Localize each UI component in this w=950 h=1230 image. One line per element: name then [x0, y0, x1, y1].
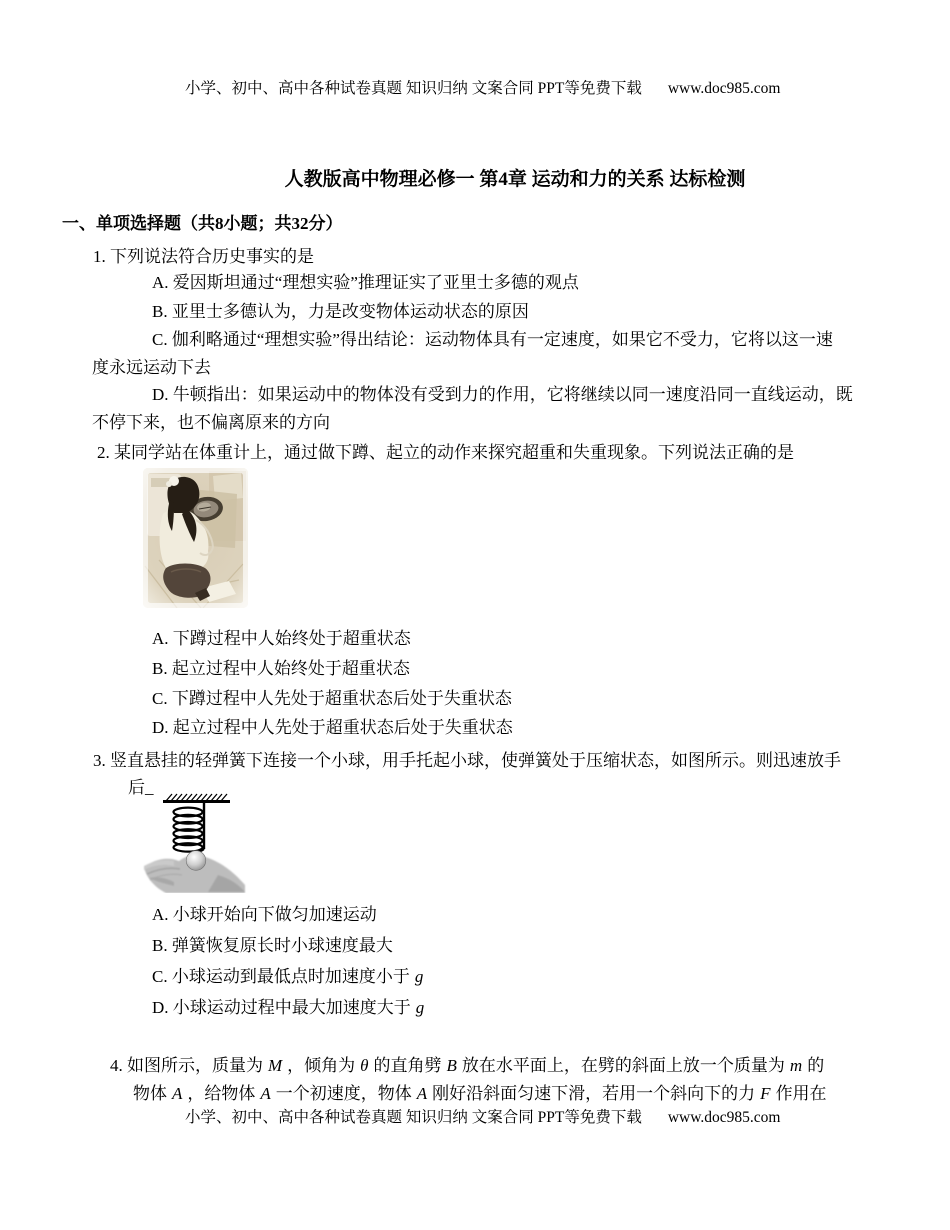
q4-l2-seg1: 物体 [133, 1084, 167, 1103]
question-3-stem-line2: 后_ [128, 778, 154, 797]
q4-l1-var-theta: θ [360, 1056, 369, 1075]
question-3-option-d-text: D. 小球运动过程中最大加速度大于 [152, 998, 411, 1017]
student-squatting-on-scale-image [143, 468, 248, 608]
question-2-option-d: D. 起立过程中人先处于超重状态后处于失重状态 [152, 718, 513, 737]
question-1-option-b: B. 亚里士多德认为，力是改变物体运动状态的原因 [152, 302, 529, 321]
q4-l1-seg3: 的直角劈 [373, 1056, 442, 1075]
q4-l1-var-M: M [268, 1056, 283, 1075]
page-header [0, 56, 950, 122]
question-2-option-c: C. 下蹲过程中人先处于超重状态后处于失重状态 [152, 689, 512, 708]
page-footer [0, 1085, 950, 1151]
header-site-url: www.doc985.com [667, 80, 781, 97]
question-2-option-a: A. 下蹲过程中人始终处于超重状态 [152, 629, 411, 648]
q4-l2-var-A2: A [260, 1084, 271, 1103]
question-3-option-d-variable: g [415, 998, 425, 1017]
q4-l2-seg2: ，给物体 [187, 1084, 256, 1103]
q4-l2-seg3: 一个初速度，物体 [275, 1084, 412, 1103]
page-title: 人教版高中物理必修一 第4章 运动和力的关系 达标检测 [284, 169, 746, 190]
question-1-option-c-line2: 度永远运动下去 [92, 358, 211, 377]
q4-l2-var-F: F [760, 1084, 771, 1103]
question-1-option-d-line1: D. 牛顿指出：如果运动中的物体没有受到力的作用，它将继续以同一速度沿同一直线运动，既 [152, 385, 853, 404]
section-heading: 一、单项选择题（共8小题；共32分） [62, 214, 343, 233]
q4-l1-seg2: ，倾角为 [287, 1056, 356, 1075]
question-3-option-c-text: C. 小球运动到最低点时加速度小于 [152, 967, 410, 986]
spring-ball-hand-image [138, 791, 250, 893]
q4-l1-var-B: B [446, 1056, 457, 1075]
q4-l1-seg5: 的 [807, 1056, 825, 1075]
q4-l2-seg4: 刚好沿斜面匀速下滑，若用一个斜向下的力 [432, 1084, 756, 1103]
question-3-option-c-variable: g [414, 967, 424, 986]
student-squatting-on-scale-photo [143, 468, 248, 608]
question-1-stem: 1. 下列说法符合历史事实的是 [93, 247, 314, 266]
footer-promo-text: 小学、初中、高中各种试卷真题 知识归纳 文案合同 PPT等免费下载 [185, 1109, 642, 1126]
header-promo-text: 小学、初中、高中各种试卷真题 知识归纳 文案合同 PPT等免费下载 [185, 80, 642, 97]
question-3-option-a: A. 小球开始向下做匀加速运动 [152, 905, 377, 924]
q4-l2-var-A1: A [172, 1084, 183, 1103]
spring-ball-hand-figure [138, 791, 250, 893]
question-2-option-b: B. 起立过程中人始终处于超重状态 [152, 659, 410, 678]
question-2-stem: 2. 某同学站在体重计上，通过做下蹲、起立的动作来探究超重和失重现象。下列说法正确的是 [97, 443, 794, 462]
footer-site-url: www.doc985.com [667, 1109, 781, 1126]
question-3-option-d [152, 997, 429, 1019]
question-1-option-c-line1: C. 伽利略通过“理想实验”得出结论：运动物体具有一定速度，如果它不受力，它将以这一速 [152, 330, 833, 349]
question-1-option-a: A. 爱因斯坦通过“理想实验”推理证实了亚里士多德的观点 [152, 273, 579, 292]
q4-l1-seg1: 4. 如图所示，质量为 [110, 1056, 263, 1075]
q4-l2-seg5: 作用在 [775, 1084, 827, 1103]
question-3-option-b: B. 弹簧恢复原长时小球速度最大 [152, 936, 393, 955]
question-3-stem-line1: 3. 竖直悬挂的轻弹簧下连接一个小球，用手托起小球，使弹簧处于压缩状态，如图所示。则迅速放手 [93, 751, 841, 770]
question-1-option-d-line2: 不停下来，也不偏离原来的方向 [92, 413, 330, 432]
q4-l1-var-m: m [789, 1056, 803, 1075]
q4-l2-var-A3: A [416, 1084, 428, 1103]
q4-l1-seg4: 放在水平面上，在劈的斜面上放一个质量为 [461, 1056, 785, 1075]
question-3-option-c [152, 966, 428, 988]
